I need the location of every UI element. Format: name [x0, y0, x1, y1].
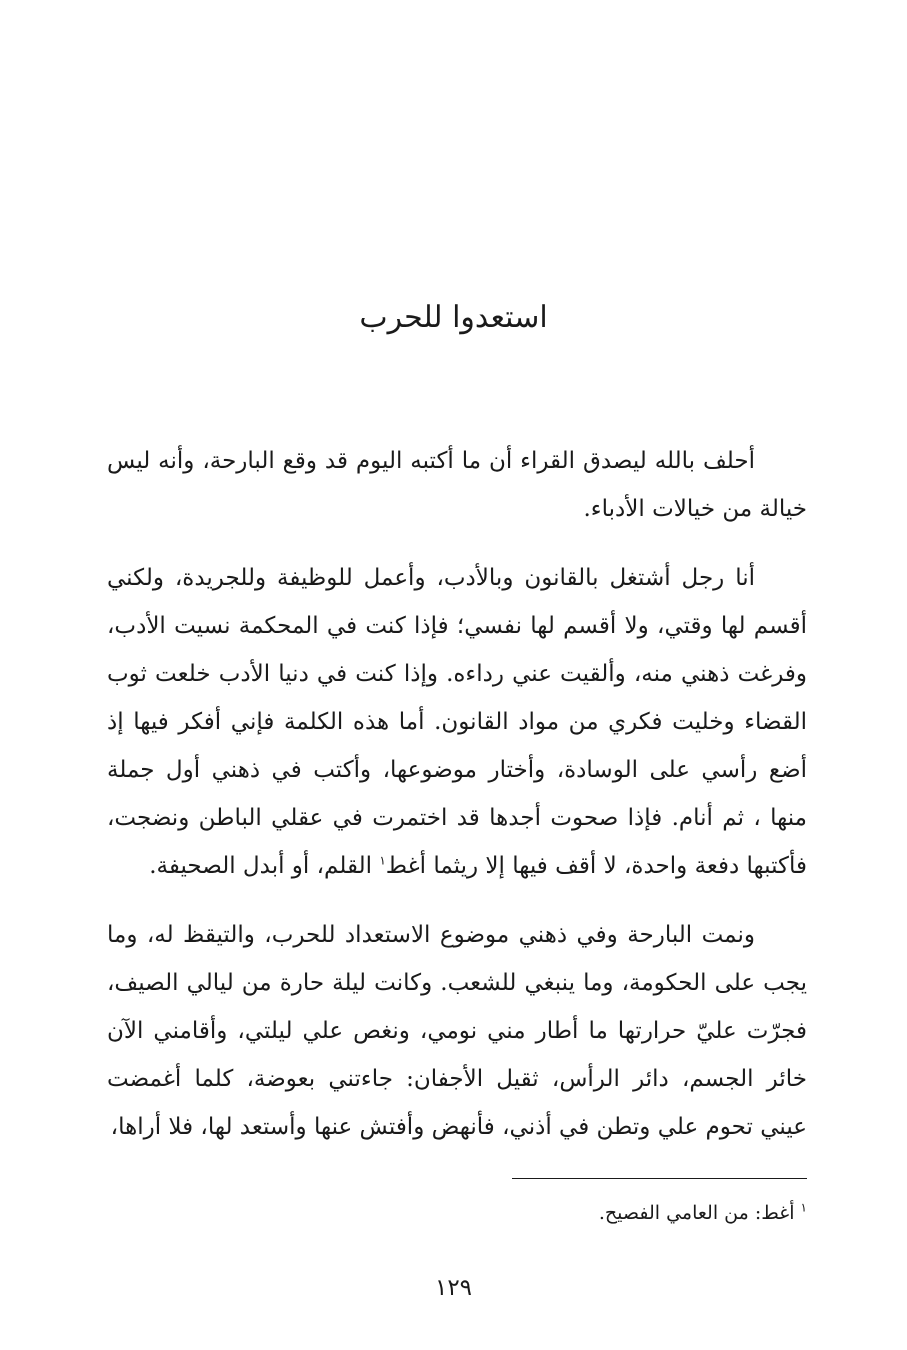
body-text [107, 437, 807, 1172]
page-number: ١٢٩ [434, 1275, 473, 1301]
footnote-reference-mark: ١ [379, 853, 386, 868]
footnote-mark: ١ [800, 1200, 807, 1215]
paragraph-1: أحلف بالله ليصدق القراء أن ما أكتبه اليوم قد وقع البارحة، وأنه ليس خيالة من خيالات الأدباء. [107, 448, 807, 522]
paragraph-2-tail: فأكتبها دفعة واحدة، لا أقف فيها إلا ريثما أغط [385, 853, 807, 879]
footnote-divider [512, 1178, 807, 1179]
footnote [107, 1198, 807, 1228]
footnote-text: أغط: من العامي الفصيح. [598, 1202, 801, 1224]
paragraph-2 [107, 554, 807, 890]
paragraph-3: ونمت البارحة وفي ذهني موضوع الاستعداد للحرب، والتيقظ له، وما يجب على الحكومة، وما ينبغي للشعب. وكانت ليلة حارة من ليالي الصيف، فجرّت عليّ حرارتها ما أطار مني نومي، ونغص علي ليلتي، وأقامني الآن خائر الجسم، دائر الرأس، ثقيل الأجفان: جاءتني بعوضة، كلما أغمضت عيني تحوم علي وتطن في أذني، فأنهض وأفتش عنها وأستعد لها، فلا أراها، [107, 922, 807, 1140]
chapter-title: استعدوا للحرب [359, 300, 548, 335]
paragraph-2-main: أنا رجل أشتغل بالقانون وبالأدب، وأعمل للوظيفة وللجريدة، ولكني أقسم لها وقتي، ولا أقسم لها نفسي؛ فإذا كنت في المحكمة نسيت الأدب، وفرغت ذهني منه، وألقيت عني رداءه. وإذا كنت في دنيا الأدب خلعت ثوب القضاء وخليت فكري من مواد القانون. أما هذه الكلمة فإني أفكر فيها إذ أضع رأسي على الوسادة، وأختار موضوعها، وأكتب في ذهني أول جملة منها ، ثم أنام. فإذا صحوت أجدها قد اختمرت في عقلي الباطن ونضجت، [107, 565, 807, 831]
paragraph-2-end: القلم، أو أبدل الصحيفة. [149, 853, 380, 879]
